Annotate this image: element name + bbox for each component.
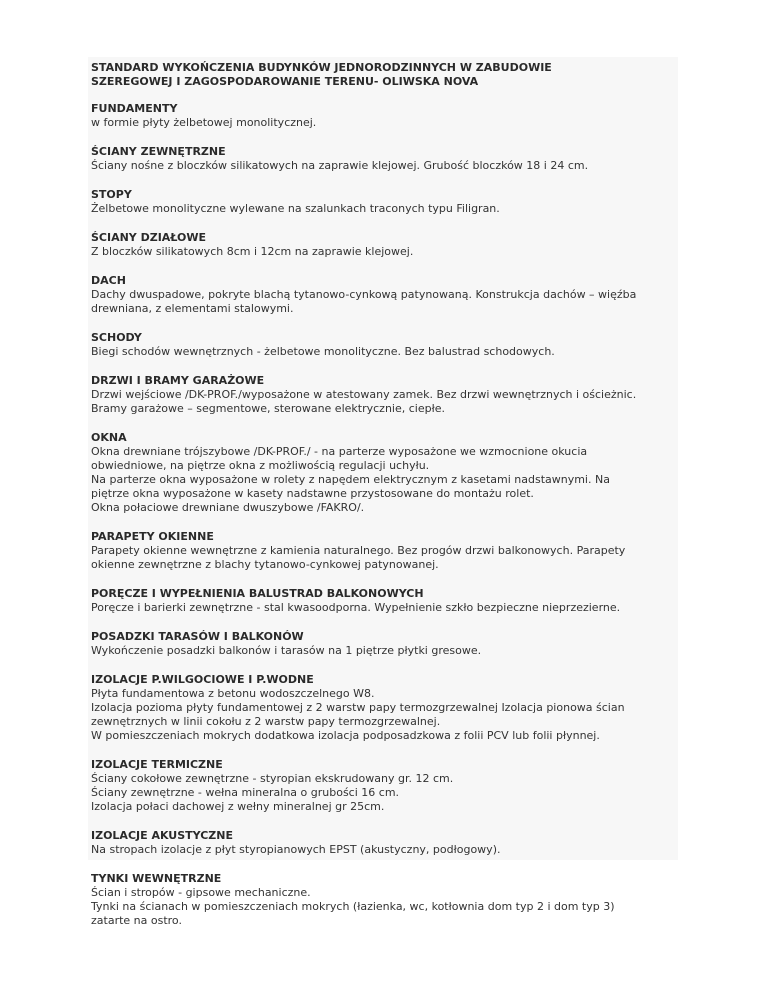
section [91, 587, 681, 615]
section-heading: PARAPETY OKIENNE [91, 530, 214, 543]
section [91, 431, 681, 515]
section-heading: IZOLACJE AKUSTYCZNE [91, 829, 233, 842]
section-text-line: Ściany nośne z bloczków silikatowych na zaprawie klejowej. Grubość bloczków 18 i 24 cm. [91, 159, 589, 172]
section-heading: OKNA [91, 431, 127, 444]
section-heading: IZOLACJE P.WILGOCIOWE I P.WODNE [91, 673, 314, 686]
section-text-line: zewnętrznych w linii cokołu z 2 warstw papy termozgrzewalnej. [91, 715, 441, 728]
section [91, 188, 681, 216]
section-heading: STOPY [91, 188, 132, 201]
section-text-line: piętrze okna wyposażone w kasety nadstawne przystosowane do montażu rolet. [91, 487, 534, 500]
section-text-line: Tynki na ścianach w pomieszczeniach mokrych (łazienka, wc, kotłownia dom typ 2 i dom typ 3) [91, 900, 615, 913]
document-body [91, 102, 681, 943]
section-heading: DACH [91, 274, 126, 287]
section [91, 145, 681, 173]
section-heading: TYNKI WEWNĘTRZNE [91, 872, 222, 885]
section-text-line: Izolacja połaci dachowej z wełny mineralnej gr 25cm. [91, 800, 385, 813]
section-text-line: zatarte na ostro. [91, 914, 182, 927]
section-heading: IZOLACJE TERMICZNE [91, 758, 223, 771]
section [91, 630, 681, 658]
section-text-line: Ściany cokołowe zewnętrzne - styropian ekskrudowany gr. 12 cm. [91, 772, 454, 785]
section [91, 331, 681, 359]
section-text-line: Drzwi wejściowe /DK-PROF./wyposażone w atestowany zamek. Bez drzwi wewnętrznych i ościeżnic. [91, 388, 637, 401]
section [91, 374, 681, 416]
section-text-line: Biegi schodów wewnętrznych - żelbetowe monolityczne. Bez balustrad schodowych. [91, 345, 555, 358]
section-text-line: okienne zewnętrzne z blachy tytanowo-cynkowej patynowanej. [91, 558, 439, 571]
section-text-line: Bramy garażowe – segmentowe, sterowane elektrycznie, ciepłe. [91, 402, 445, 415]
section-heading: SCHODY [91, 331, 142, 344]
section-heading: POSADZKI TARASÓW I BALKONÓW [91, 630, 304, 643]
section-heading: DRZWI I BRAMY GARAŻOWE [91, 374, 265, 387]
document-title [91, 61, 671, 89]
section-text-line: obwiedniowe, na piętrze okna z możliwością regulacji uchyłu. [91, 459, 430, 472]
section-text-line: Dachy dwuspadowe, pokryte blachą tytanowo-cynkową patynowaną. Konstrukcja dachów – więźba [91, 288, 637, 301]
section-text-line: Na stropach izolacje z płyt styropianowych EPST (akustyczny, podłogowy). [91, 843, 501, 856]
section-text-line: Płyta fundamentowa z betonu wodoszczelnego W8. [91, 687, 375, 700]
section-text-line: Wykończenie posadzki balkonów i tarasów na 1 piętrze płytki gresowe. [91, 644, 482, 657]
document-title-line: SZEREGOWEJ I ZAGOSPODAROWANIE TERENU- OLIWSKA NOVA [91, 75, 479, 88]
section-text-line: drewniana, z elementami stalowymi. [91, 302, 294, 315]
section-text-line: Ścian i stropów - gipsowe mechaniczne. [91, 886, 311, 899]
section [91, 231, 681, 259]
section [91, 872, 681, 928]
section-text-line: Okna połaciowe drewniane dwuszybowe /FAKRO/. [91, 501, 365, 514]
section [91, 829, 681, 857]
section-text-line: w formie płyty żelbetowej monolitycznej. [91, 116, 317, 129]
section-text-line: Poręcze i barierki zewnętrzne - stal kwasoodporna. Wypełnienie szkło bezpieczne nieprzezierne. [91, 601, 621, 614]
section [91, 758, 681, 814]
section-heading: FUNDAMENTY [91, 102, 178, 115]
section-heading: ŚCIANY DZIAŁOWE [91, 231, 206, 244]
section-text-line: Parapety okienne wewnętrzne z kamienia naturalnego. Bez progów drzwi balkonowych. Parapety [91, 544, 626, 557]
section-heading: ŚCIANY ZEWNĘTRZNE [91, 145, 226, 158]
section-text-line: Żelbetowe monolityczne wylewane na szalunkach traconych typu Filigran. [91, 202, 500, 215]
section-text-line: W pomieszczeniach mokrych dodatkowa izolacja podposadzkowa z folii PCV lub folii płynnej. [91, 729, 600, 742]
section [91, 274, 681, 316]
document-title-line: STANDARD WYKOŃCZENIA BUDYNKÓW JEDNORODZINNYCH W ZABUDOWIE [91, 61, 552, 74]
section-text-line: Na parterze okna wyposażone w rolety z napędem elektrycznym z kasetami nadstawnymi. Na [91, 473, 610, 486]
section-text-line: Okna drewniane trójszybowe /DK-PROF./ - na parterze wyposażone we wzmocnione okucia [91, 445, 588, 458]
section-heading: PORĘCZE I WYPEŁNIENIA BALUSTRAD BALKONOWYCH [91, 587, 424, 600]
section-text-line: Izolacja pozioma płyty fundamentowej z 2 warstw papy termozgrzewalnej Izolacja pionowa ścian [91, 701, 625, 714]
section-text-line: Z bloczków silikatowych 8cm i 12cm na zaprawie klejowej. [91, 245, 414, 258]
section [91, 530, 681, 572]
section [91, 673, 681, 743]
section-text-line: Ściany zewnętrzne - wełna mineralna o grubości 16 cm. [91, 786, 400, 799]
section [91, 102, 681, 130]
